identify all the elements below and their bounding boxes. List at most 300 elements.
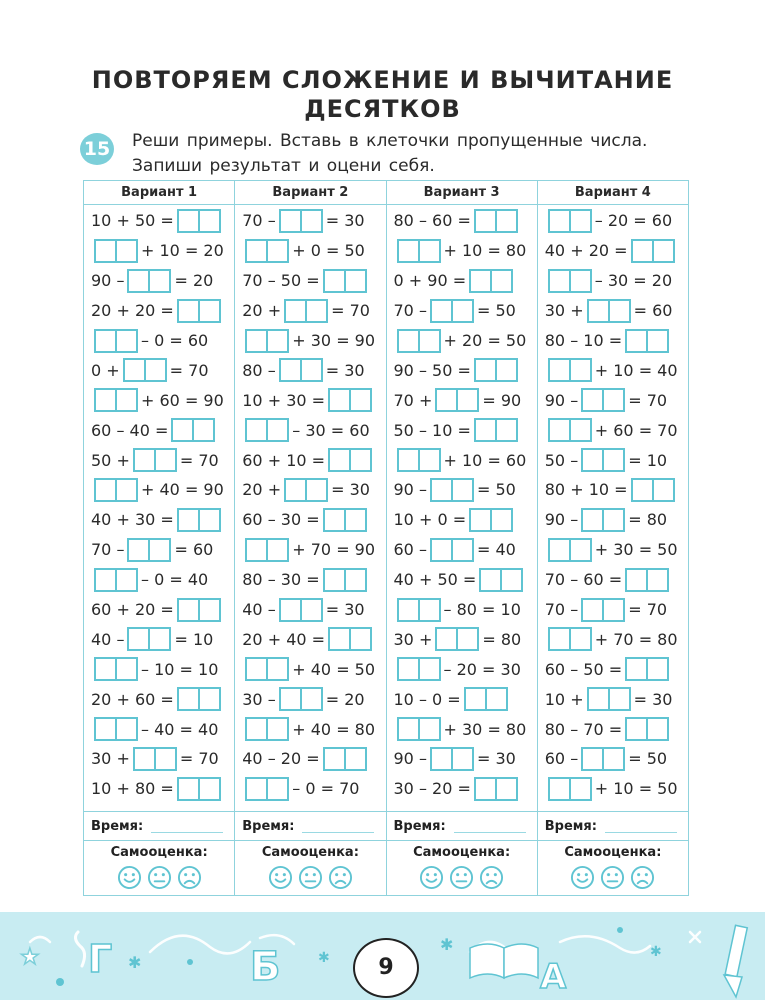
equation-row [235, 654, 385, 684]
sad-face-icon[interactable] [328, 865, 353, 890]
answer-box[interactable] [245, 329, 289, 353]
answer-box[interactable] [177, 299, 221, 323]
equation-text: = 90 [482, 390, 522, 410]
equation-text: 80 + 10 = [544, 480, 628, 500]
answer-box[interactable] [548, 627, 592, 651]
answer-box[interactable] [94, 388, 138, 412]
equation-text: 90 – [544, 390, 579, 410]
equation-row [84, 624, 234, 654]
equation-text: 50 + [91, 450, 130, 470]
answer-box[interactable] [94, 329, 138, 353]
equation-row [538, 296, 688, 326]
equation-row [387, 505, 537, 535]
equation-row [84, 684, 234, 714]
equation-row [235, 475, 385, 505]
equation-text: 50 – 10 = [393, 420, 471, 440]
answer-box[interactable] [323, 269, 367, 293]
answer-box[interactable] [479, 568, 523, 592]
sad-face-icon[interactable] [479, 865, 504, 890]
sad-face-icon[interactable] [177, 865, 202, 890]
equation-row [235, 624, 385, 654]
answer-box[interactable] [279, 209, 323, 233]
answer-box[interactable] [581, 598, 625, 622]
answer-box[interactable] [397, 239, 441, 263]
equation-row [235, 595, 385, 625]
answer-box[interactable] [123, 358, 167, 382]
variant-column [84, 181, 235, 811]
time-label: Время: [91, 818, 144, 834]
answer-box[interactable] [133, 747, 177, 771]
equation-row [235, 236, 385, 266]
equation-text: = 30 [633, 689, 673, 709]
equation-text: 80 – 70 = [544, 719, 623, 739]
equation-text: 0 + [91, 360, 120, 380]
answer-box[interactable] [474, 209, 518, 233]
answer-box[interactable] [177, 209, 221, 233]
answer-box[interactable] [94, 239, 138, 263]
variant-title: Вариант 3 [387, 181, 537, 205]
equation-text: 70 – [91, 540, 125, 560]
answer-box[interactable] [581, 448, 625, 472]
equation-text: 10 + 80 = [91, 779, 174, 799]
answer-box[interactable] [323, 508, 367, 532]
equation-row [538, 535, 688, 565]
answer-box[interactable] [581, 747, 625, 771]
equation-text: 20 + 60 = [91, 689, 174, 709]
instructions [132, 129, 692, 179]
answer-box[interactable] [284, 478, 328, 502]
equation-row [235, 445, 385, 475]
equation-text: = 10 [628, 450, 668, 470]
happy-face-icon[interactable] [268, 865, 293, 890]
happy-face-icon[interactable] [117, 865, 142, 890]
equation-text: 10 + 50 = [91, 211, 174, 231]
equation-text: = 40 [476, 540, 516, 560]
answer-box[interactable] [94, 478, 138, 502]
equation-text: + 20 = 50 [443, 331, 527, 350]
answer-box[interactable] [94, 568, 138, 592]
answer-box[interactable] [177, 598, 221, 622]
equation-row [84, 385, 234, 415]
neutral-face-icon[interactable] [449, 865, 474, 890]
equation-row [387, 266, 537, 296]
self-assessment-label: Самооценка: [261, 845, 359, 860]
equation-text: 60 + 10 = [242, 450, 326, 470]
variant-title: Вариант 4 [538, 181, 688, 205]
answer-box[interactable] [127, 627, 171, 651]
answer-box[interactable] [430, 538, 474, 562]
equation-row [235, 415, 385, 445]
equation-text: + 60 = 90 [141, 390, 224, 410]
equation-text: + 30 = 80 [443, 719, 527, 739]
equation-row [84, 266, 234, 296]
equation-text: 70 + [393, 390, 433, 410]
equation-text: 60 – [393, 540, 427, 560]
self-assessment-faces [538, 865, 688, 890]
equation-text: 70 – [242, 211, 276, 231]
answer-box[interactable] [245, 717, 289, 741]
answer-box[interactable] [397, 717, 441, 741]
equation-text: = 70 [179, 450, 219, 470]
equation-text: + 10 = 80 [443, 241, 527, 261]
equation-text: 90 – [544, 510, 579, 530]
self-assessment-label: Самооценка: [564, 845, 662, 860]
equation-text: = 20 [174, 271, 214, 291]
equation-row [387, 624, 537, 654]
equation-text: 50 – [544, 450, 579, 470]
equation-text: 90 – [91, 271, 125, 291]
answer-box[interactable] [245, 538, 289, 562]
happy-face-icon[interactable] [570, 865, 595, 890]
equation-text: – 0 = 60 [141, 331, 209, 350]
equation-row [538, 744, 688, 774]
open-book-icon [470, 944, 538, 978]
equation-row [84, 595, 234, 625]
answer-box[interactable] [177, 687, 221, 711]
variant-title: Вариант 2 [235, 181, 385, 205]
answer-box[interactable] [284, 299, 328, 323]
equation-text: + 40 = 80 [292, 719, 376, 739]
answer-box[interactable] [323, 747, 367, 771]
equation-row [538, 595, 688, 625]
letter-g-doodle: Г [88, 937, 113, 981]
instructions-line-2: Запиши результат и оцени себя. [132, 156, 435, 176]
equation-row [84, 475, 234, 505]
equation-text: 10 – 0 = [393, 689, 461, 709]
equation-text: = 50 [476, 301, 516, 321]
answer-box[interactable] [127, 269, 171, 293]
equation-row [387, 415, 537, 445]
self-assessment-faces [235, 865, 385, 890]
equation-text: 80 – [242, 360, 276, 380]
answer-box[interactable] [397, 598, 441, 622]
equation-text: 10 + 30 = [242, 390, 326, 410]
answer-box[interactable] [328, 388, 372, 412]
equation-row [84, 445, 234, 475]
answer-box[interactable] [94, 717, 138, 741]
equation-text: 70 – 60 = [544, 570, 623, 590]
answer-box[interactable] [548, 777, 592, 801]
answer-box[interactable] [328, 448, 372, 472]
equation-row [84, 326, 234, 356]
equation-text: – 20 = 60 [594, 211, 673, 231]
letter-b-doodle: Б [250, 944, 281, 990]
equation-text: 80 – 60 = [393, 211, 471, 231]
equation-row [84, 296, 234, 326]
equation-row [84, 236, 234, 266]
equation-text: + 40 = 90 [141, 480, 224, 500]
equation-row [84, 505, 234, 535]
answer-box[interactable] [474, 418, 518, 442]
equation-row [387, 684, 537, 714]
equation-text: = 30 [325, 600, 365, 620]
equation-row [387, 296, 537, 326]
answer-box[interactable] [435, 388, 479, 412]
answer-box[interactable] [548, 209, 592, 233]
equation-text: 20 + 20 = [91, 301, 174, 321]
answer-box[interactable] [587, 299, 631, 323]
equation-text: 60 + 20 = [91, 600, 174, 620]
equation-text: = 50 [628, 749, 668, 769]
equation-text: 30 + [544, 301, 584, 321]
answer-box[interactable] [548, 269, 592, 293]
equation-text: – 0 = 40 [141, 570, 209, 590]
answer-box[interactable] [245, 418, 289, 442]
equation-text: 90 – [393, 749, 427, 769]
letter-a-doodle: А [540, 957, 567, 997]
snowflake-doodle: ✱ [650, 944, 662, 960]
answer-box[interactable] [397, 657, 441, 681]
exercise-table [83, 180, 689, 812]
answer-box[interactable] [464, 687, 508, 711]
answer-box[interactable] [397, 329, 441, 353]
equation-text: = 70 [628, 390, 668, 410]
equation-row [538, 475, 688, 505]
answer-box[interactable] [474, 777, 518, 801]
equation-row [235, 296, 385, 326]
answer-box[interactable] [127, 538, 171, 562]
answer-box[interactable] [245, 657, 289, 681]
equation-row [235, 744, 385, 774]
equation-row [538, 624, 688, 654]
title-line-2: ДЕСЯТКОВ [304, 95, 461, 123]
equation-row [538, 654, 688, 684]
page-title [0, 66, 765, 124]
equation-text: = 80 [482, 629, 522, 649]
equation-text: + 30 = 90 [292, 331, 376, 350]
equation-text: = 60 [633, 301, 673, 321]
equation-text: 70 – [544, 600, 579, 620]
answer-box[interactable] [469, 508, 513, 532]
answer-box[interactable] [548, 538, 592, 562]
time-row [538, 812, 688, 841]
answer-box[interactable] [469, 269, 513, 293]
self-assessment-label: Самооценка: [413, 845, 511, 860]
equation-row [387, 445, 537, 475]
equation-row [235, 774, 385, 804]
variant-title: Вариант 1 [84, 181, 234, 205]
equation-text: 60 – 30 = [242, 510, 320, 530]
equation-row [235, 355, 385, 385]
answer-box[interactable] [328, 627, 372, 651]
equation-text: 20 + [242, 480, 282, 500]
equation-row [538, 236, 688, 266]
answer-box[interactable] [245, 239, 289, 263]
equation-text: 90 – [393, 480, 427, 500]
equation-row [387, 326, 537, 356]
equation-row [387, 595, 537, 625]
equation-row [538, 565, 688, 595]
equation-text: = 70 [628, 600, 668, 620]
assessment-table [83, 812, 689, 896]
neutral-face-icon[interactable] [600, 865, 625, 890]
answer-box[interactable] [581, 388, 625, 412]
equation-row [235, 385, 385, 415]
answer-box[interactable] [435, 627, 479, 651]
equation-text: = 30 [325, 360, 365, 380]
equation-row [387, 475, 537, 505]
equation-text: 20 + 40 = [242, 629, 326, 649]
equation-text: 40 – [242, 600, 276, 620]
equation-text: 0 + 90 = [393, 271, 467, 291]
answer-box[interactable] [94, 657, 138, 681]
equation-text: 60 – 40 = [91, 420, 169, 440]
equation-row [84, 714, 234, 744]
self-assessment-faces [387, 865, 537, 890]
equation-text: + 40 = 50 [292, 659, 376, 679]
equation-text: 10 + 0 = [393, 510, 467, 530]
equation-text: + 10 = 40 [594, 360, 678, 380]
equation-text: 40 + 20 = [544, 241, 628, 261]
answer-box[interactable] [548, 418, 592, 442]
answer-box[interactable] [631, 478, 675, 502]
assessment-column [538, 812, 688, 895]
equation-text: + 10 = 60 [443, 450, 527, 470]
neutral-face-icon[interactable] [147, 865, 172, 890]
equation-row [235, 505, 385, 535]
answer-box[interactable] [625, 329, 669, 353]
equation-row [387, 355, 537, 385]
self-assessment-faces [84, 865, 234, 890]
equation-text: = 70 [179, 749, 219, 769]
equation-text: – 80 = 10 [443, 600, 521, 620]
equation-text: + 70 = 90 [292, 540, 376, 560]
snowflake-doodle: ✱ [128, 953, 142, 972]
time-label: Время: [544, 818, 597, 834]
equation-text: – 30 = 60 [292, 420, 370, 440]
answer-box[interactable] [397, 448, 441, 472]
snowflake-doodle: ✱ [318, 950, 330, 966]
answer-box[interactable] [430, 747, 474, 771]
task-number-badge: 15 [80, 133, 114, 165]
time-row [84, 812, 234, 841]
equation-row [387, 385, 537, 415]
assessment-column [387, 812, 538, 895]
variant-column [387, 181, 538, 811]
equation-row [387, 744, 537, 774]
neutral-face-icon[interactable] [298, 865, 323, 890]
pencil-icon [724, 925, 747, 997]
equation-text: – 0 = 70 [292, 779, 360, 799]
answer-box[interactable] [430, 299, 474, 323]
page-number: 9 [353, 938, 419, 998]
equation-text: – 40 = 40 [141, 719, 219, 739]
answer-box[interactable] [625, 657, 669, 681]
equation-row [387, 236, 537, 266]
star-glyph: ★ [20, 945, 40, 970]
self-assessment-label: Самооценка: [110, 845, 208, 860]
equation-row [235, 684, 385, 714]
equation-text: = 20 [325, 689, 365, 709]
answer-box[interactable] [177, 777, 221, 801]
equation-row [235, 206, 385, 236]
time-row [235, 812, 385, 841]
equation-row [235, 266, 385, 296]
answer-box[interactable] [581, 508, 625, 532]
equation-row [84, 355, 234, 385]
equation-text: 30 – 20 = [393, 779, 471, 799]
equation-row [387, 714, 537, 744]
time-label: Время: [393, 818, 446, 834]
equation-text: = 10 [174, 629, 214, 649]
equation-row [538, 415, 688, 445]
equation-text: + 60 = 70 [594, 420, 678, 440]
equation-row [538, 774, 688, 804]
equation-text: 10 + [544, 689, 584, 709]
equation-row [235, 714, 385, 744]
equation-text: + 10 = 20 [141, 241, 224, 261]
answer-box[interactable] [177, 508, 221, 532]
equation-text: 40 – 20 = [242, 749, 320, 769]
equation-text: 30 + [91, 749, 130, 769]
variant-column [538, 181, 688, 811]
equation-text: – 20 = 30 [443, 659, 521, 679]
equation-text: = 30 [325, 211, 365, 231]
equation-text: 70 – [393, 301, 427, 321]
equation-text: + 0 = 50 [292, 241, 365, 261]
equation-row [538, 505, 688, 535]
answer-box[interactable] [323, 568, 367, 592]
answer-box[interactable] [631, 239, 675, 263]
equation-text: = 50 [476, 480, 516, 500]
instructions-line-1: Реши примеры. Вставь в клеточки пропущенные числа. [132, 131, 648, 151]
answer-box[interactable] [548, 358, 592, 382]
equation-text: + 10 = 50 [594, 779, 678, 799]
answer-box[interactable] [171, 418, 215, 442]
answer-box[interactable] [279, 687, 323, 711]
time-input-line[interactable] [605, 832, 677, 833]
answer-box[interactable] [245, 777, 289, 801]
answer-box[interactable] [587, 687, 631, 711]
time-input-line[interactable] [454, 832, 526, 833]
answer-box[interactable] [279, 598, 323, 622]
equation-row [235, 326, 385, 356]
equation-text: 40 – [91, 629, 125, 649]
equation-text: + 30 = 50 [594, 540, 678, 560]
equation-text: 40 + 30 = [91, 510, 174, 530]
equation-row [84, 565, 234, 595]
answer-box[interactable] [430, 478, 474, 502]
assessment-column [235, 812, 386, 895]
equation-row [84, 535, 234, 565]
equation-text: 80 – 10 = [544, 331, 623, 350]
answer-box[interactable] [625, 568, 669, 592]
equation-text: + 70 = 80 [594, 629, 678, 649]
sad-face-icon[interactable] [630, 865, 655, 890]
answer-box[interactable] [474, 358, 518, 382]
equation-text: 90 – 50 = [393, 360, 471, 380]
time-row [387, 812, 537, 841]
time-input-line[interactable] [151, 832, 223, 833]
equation-text: – 30 = 20 [594, 271, 673, 291]
answer-box[interactable] [625, 717, 669, 741]
equation-text: = 60 [174, 540, 214, 560]
happy-face-icon[interactable] [419, 865, 444, 890]
equation-row [387, 565, 537, 595]
equation-text: 20 + [242, 301, 282, 321]
answer-box[interactable] [133, 448, 177, 472]
equation-row [387, 774, 537, 804]
time-input-line[interactable] [302, 832, 374, 833]
equation-row [235, 535, 385, 565]
equation-row [235, 565, 385, 595]
equation-row [84, 206, 234, 236]
equation-row [387, 535, 537, 565]
answer-box[interactable] [279, 358, 323, 382]
equation-text: = 80 [628, 510, 668, 530]
equation-row [538, 355, 688, 385]
equation-row [84, 774, 234, 804]
